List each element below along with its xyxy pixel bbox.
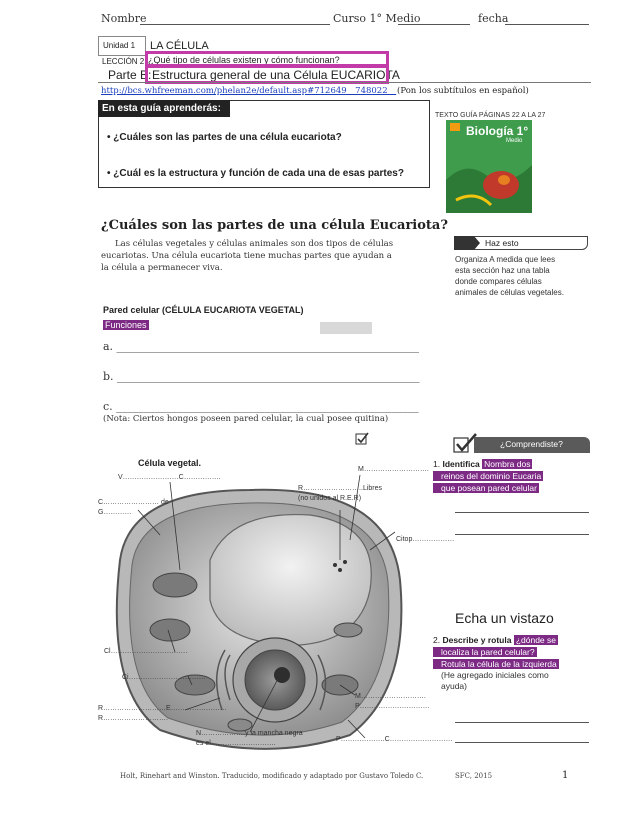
label-v-c: V……………………C……………. <box>118 474 221 481</box>
checkbox-icon[interactable] <box>355 432 369 446</box>
label-r-libres-1: R……………………..Libres <box>298 485 383 492</box>
section-intro: Las células vegetales y células animales son dos tipos de células eucariotas. Una célula eucariota tiene muchas partes que ayudan a la célula a permanecer viva. <box>101 239 394 273</box>
haz-esto-label: Haz esto <box>485 238 519 248</box>
label-r-e-1: R………………………E…………………… <box>98 705 227 712</box>
fecha-line[interactable] <box>505 24 589 25</box>
q2-line3 <box>433 658 559 670</box>
q1-line1 <box>433 458 532 470</box>
q2-hl-3: Rotula la célula de la izquierda <box>433 659 559 669</box>
diagram-title: Célula vegetal. <box>138 458 202 468</box>
nombre-label: Nombre <box>101 12 147 25</box>
haz-esto-text: Organiza A medida que lees esta sección haz una tabla donde compares células animales de células vegetales. <box>455 255 564 297</box>
q2-line2 <box>433 646 537 658</box>
curso-line <box>398 24 470 25</box>
q1-line3 <box>433 482 539 494</box>
textbook-title: Biología 1° <box>466 124 529 138</box>
footer-credit: Holt, Rinehart and Winston. Traducido, modificado y adaptado por Gustavo Toledo C. <box>120 772 424 780</box>
unidad-box: Unidad 1 <box>98 36 146 56</box>
label-ci: Ci…………………………… <box>122 674 206 681</box>
link-note: (Pon los subtítulos en español) <box>397 86 529 96</box>
label-m-p-1: M………………………. <box>355 693 426 700</box>
leccion-question: ¿Qué tipo de células existen y cómo funcionan? <box>148 55 340 65</box>
lesson-link[interactable]: http://bcs.whfreeman.com/phelan2e/default.asp#712649__748022__ <box>101 86 397 96</box>
title-divider <box>98 82 591 83</box>
label-n-1: N……………….y la mancha negra <box>196 730 303 737</box>
q1-num: 1. <box>433 459 441 469</box>
gray-highlight <box>320 322 372 334</box>
label-p-c: P……………….C……………………… <box>336 736 453 743</box>
fecha-label: fecha <box>478 12 509 25</box>
comprendiste-label: ¿Comprendiste? <box>474 437 590 453</box>
label-r-e-2: R………………………. <box>98 715 168 722</box>
label-citop: Citop……………… <box>396 536 455 543</box>
q1-answer-line-2[interactable] <box>455 534 589 535</box>
q1-hl-1: Nombra dos <box>484 459 531 469</box>
q1-hl-2: reinos del dominio Eucaria <box>433 471 543 481</box>
guide-item-2: • ¿Cuál es la estructura y función de cada una de esas partes? <box>107 168 404 179</box>
textbook-level: Medio <box>506 138 523 144</box>
curso-label: Curso 1° Medio <box>333 12 421 25</box>
q1-line2 <box>433 470 543 482</box>
textbook-pages-note: TEXTO GUÍA PÁGINAS 22 A LA 27 <box>435 112 546 119</box>
pared-note: (Nota: Ciertos hongos poseen pared celular, la cual posee quitina) <box>103 414 389 424</box>
leccion-label: LECCIÓN 2: <box>102 57 147 66</box>
section-heading: ¿Cuáles son las partes de una célula Eucariota? <box>101 218 448 233</box>
haz-esto-tag <box>454 236 588 250</box>
pared-item-b[interactable]: b. _______________________________________________________ <box>103 370 420 383</box>
comprendiste-tag <box>452 436 590 454</box>
textbook-cover <box>446 120 532 213</box>
guide-item-2-text: ¿Cuál es la estructura y función de cada una de esas partes? <box>113 168 404 179</box>
pared-heading: Pared celular (CÉLULA EUCARIOTA VEGETAL) <box>103 305 304 315</box>
label-n-2: es el………………………. <box>196 740 276 747</box>
q2-line1 <box>433 634 558 646</box>
q2-note: (He agregado iniciales como ayuda) <box>441 670 549 691</box>
pared-funciones: Funciones <box>105 320 147 330</box>
parte-title: Estructura general de una Célula EUCARIOTA <box>152 68 400 82</box>
guide-item-1: • ¿Cuáles son las partes de una célula eucariota? <box>107 132 342 143</box>
q2-answer-line-2[interactable] <box>455 742 589 743</box>
pared-item-a[interactable]: a. _______________________________________________________ <box>103 340 420 353</box>
q1-bold: Identifica <box>442 459 480 469</box>
q1-hl-3: que posean pared celular <box>433 483 539 493</box>
guide-heading: En esta guía aprenderás: <box>98 100 230 117</box>
footer-sfc: SFC, 2015 <box>455 772 493 780</box>
unidad-title: LA CÉLULA <box>150 40 209 52</box>
q2-hl-1: ¿dónde se <box>515 635 556 645</box>
pencil-icon <box>454 236 482 250</box>
nombre-line[interactable] <box>140 24 330 25</box>
q2-answer-line-1[interactable] <box>455 722 589 723</box>
parte-label: Parte B: <box>108 68 152 82</box>
guide-item-1-text: ¿Cuáles son las partes de una célula eucariota? <box>113 132 342 143</box>
label-m-top: M………………………. <box>358 466 429 473</box>
label-c-de-g-1: C…………………… de <box>98 499 169 506</box>
q2-num: 2. <box>433 635 441 645</box>
page-number: 1 <box>562 770 569 781</box>
q2-bold: Describe y rotula <box>442 635 512 645</box>
q1-answer-line-1[interactable] <box>455 512 589 513</box>
echa-title: Echa un vistazo <box>455 610 554 626</box>
label-c-de-g-2: G………… <box>98 509 132 516</box>
label-m-p-2: P………………………… <box>355 703 430 710</box>
q2-hl-2: localiza la pared celular? <box>433 647 537 657</box>
label-r-libres-2: (no unidos al R.E.R) <box>298 495 362 502</box>
label-cl: Cl…………………………… <box>104 648 188 655</box>
pared-item-c[interactable]: c. _______________________________________________________ <box>103 400 419 413</box>
